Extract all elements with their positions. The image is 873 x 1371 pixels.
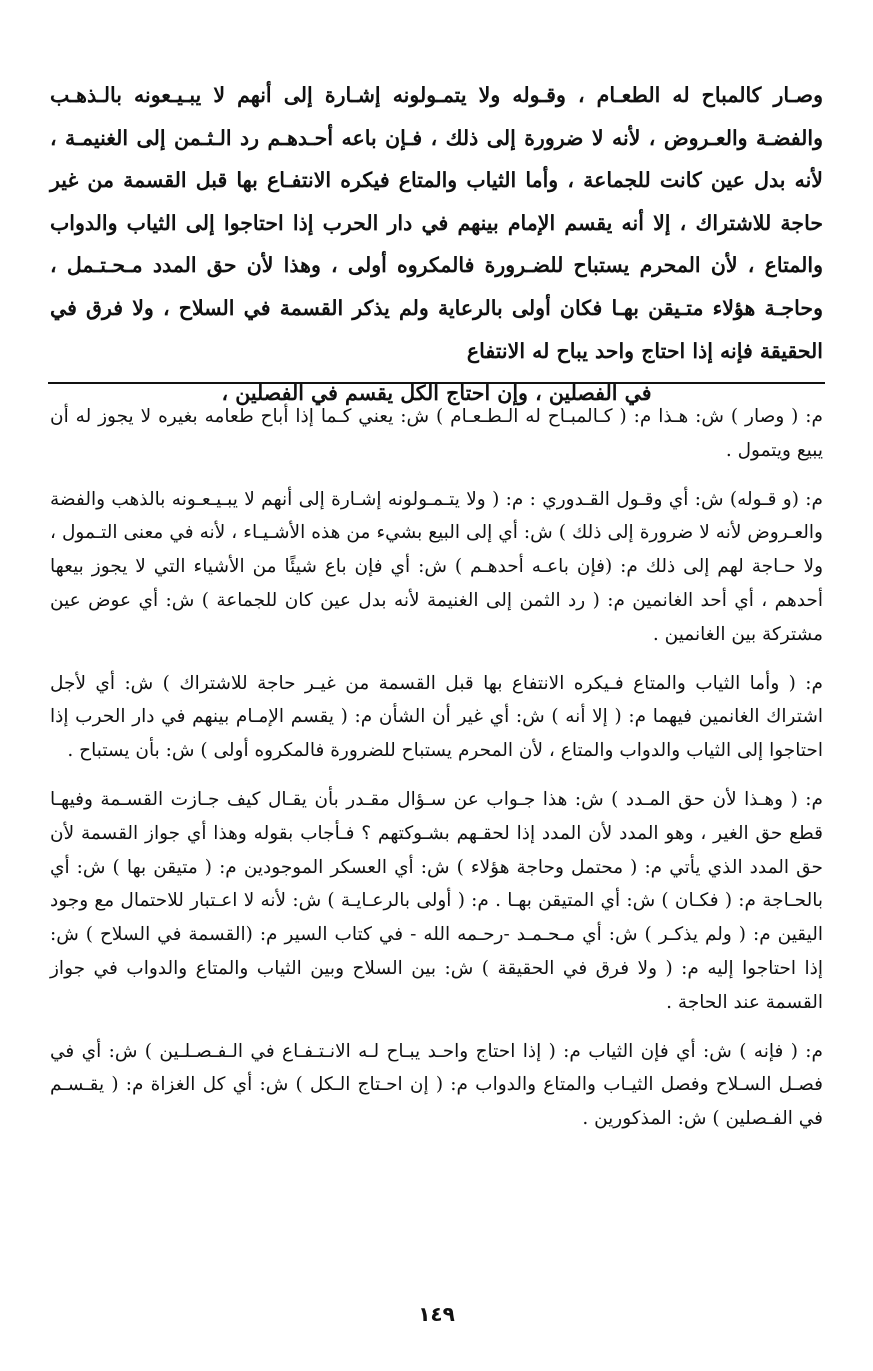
commentary-block [50,400,823,1151]
commentary-paragraph-3: م: ( وأما الثياب والمتاع فـيكره الانتفاع بها قبل القسمة من غيـر حاجة للاشتراك ) ش: أي لأجل اشتراك الغانمين فيهما م: ( إلا أنه ) ش: أي غير أن الشأن م: ( يقسم الإمـام بينهم في دار الحرب إذا احتاجوا إلى الثياب والدواب والمتاع ، لأن المحرم يستباح للضرورة فالمكروه أولى ) ش: بأن يستباح . [50,672,823,762]
commentary-paragraph-5: م: ( فإنه ) ش: أي فإن الثياب م: ( إذا احتاج واحـد يبـاح لـه الانـتـفـاع في الـفـصـلـين ) ش: أي في فصـل السـلاح وفصل الثيـاب والمتاع والدواب م: ( إن احـتاج الـكل ) ش: أي كل الغزاة م: ( يقـسـم في الفـصلين ) ش: المذكورين . [50,1040,823,1130]
page-number: ١٤٩ [418,1302,455,1326]
commentary-paragraph-4: م: ( وهـذا لأن حق المـدد ) ش: هذا جـواب عن سـؤال مقـدر بأن يقـال كيف جـازت القسـمة وفيهـا قطع حق الغير ، وهو المدد لأن المدد إذا لحقـهم بشـوكتهم ؟ فـأجاب بقوله وهذا أي جواز القسمة لأن حق المدد الذي يأتي م: ( محتمل وحاجة هؤلاء ) ش: أي العسكر الموجودين م: ( متيقن بها ) ش: أي بالحـاجة م: ( فكـان ) ش: أي المتيقن بهـا . م: ( أولى بالرعـايـة ) ش: لأنه لا اعـتبار للاحتمال مع وجود اليقين م: ( ولم يذكـر ) ش: أي مـحـمـد -رحـمه الله - في كتاب السير م: (القسمة في السلاح ) ش: إذا احتاجوا إليه م: ( ولا فرق في الحقيقة ) ش: بين السلاح وبين الثياب والمتاع والدواب في جواز القسمة عند الحاجة . [50,788,823,1013]
commentary-paragraph-2: م: (و قـوله) ش: أي وقـول القـدوري : م: ( ولا يتـمـولونه إشـارة إلى أنهم لا يبـيـعـونه بالذهب والفضة والعـروض لأنه لا ضرورة إلى ذلك ) ش: أي إلى البيع بشيء من هذه الأشـيـاء ، لأنه في معنى التـمول ، ولا حـاجة لهم إلى ذلك م: (فإن باعـه أحدهـم ) ش: أي فإن باع شيئًا من الأشياء التي لا يجوز بيعها أحدهم ، أي أحد الغانمين م: ( رد الثمن إلى الغنيمة لأنه بدل عين كان للجماعة ) ش: أي عوض عين مشتركة بين الغانمين . [50,488,823,645]
main-text-block [50,74,823,415]
commentary-paragraph-1: م: ( وصار ) ش: هـذا م: ( كـالمبـاح له الـطـعـام ) ش: يعني كـما إذا أباح طعامه بغيره لا يجوز له أن يبيع ويتمول . [50,406,823,461]
section-divider [48,382,825,384]
main-paragraph-last-line: في الفصلين ، وإن احتاج الكل يقسم في الفصلين ، [221,381,652,406]
main-paragraph: وصـار كالمباح له الطعـام ، وقـوله ولا يتمـولونه إشـارة إلى أنهم لا يبـيـعونه بالـذهـب والفضـة والعـروض ، لأنه لا ضرورة إلى ذلك ، فـإن باعه أحـدهـم رد الـثـمن إلى الغنيمـة ، لأنه بدل عين كانت للجماعة ، وأما الثياب والمتاع فيكره الانتفـاع بها قبل القسمة من غير حاجة للاشتراك ، إلا أنه يقسم الإمام بينهم في دار الحرب إذا احتاجوا إلى الثياب والدواب والمتاع ، لأن المحرم يستباح للضـرورة فالمكروه أولى ، وهذا لأن حق المدد مـحـتـمل ، وحاجـة هؤلاء متـيقن بهـا فكان أولى بالرعاية ولم يذكر القسمة في السلاح ، ولا فرق في الحقيقة فإنه إذا احتاج واحد يباح له الانتفاع [50,83,823,363]
